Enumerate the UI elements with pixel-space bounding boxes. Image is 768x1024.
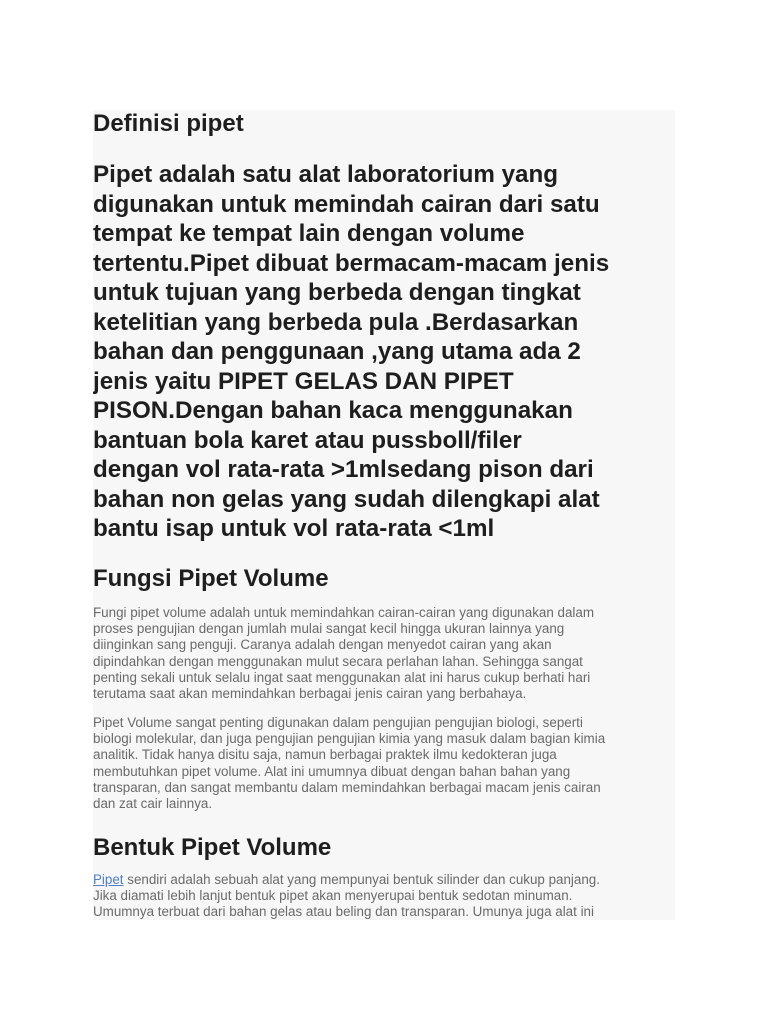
paragraph-line: membutuhkan pipet volume. Alat ini umumnya dibuat dengan bahan bahan yang bbox=[93, 763, 571, 779]
definisi-line: jenis yaitu PIPET GELAS DAN PIPET bbox=[93, 367, 514, 395]
definisi-line: tempat ke tempat lain dengan volume bbox=[93, 220, 525, 247]
pipet-link[interactable]: Pipet bbox=[93, 872, 124, 887]
fungsi-heading: Fungsi Pipet Volume bbox=[93, 565, 329, 592]
definisi-line: ketelitian yang berbeda pula .Berdasarkan bbox=[93, 308, 579, 336]
definisi-line: bahan non gelas yang sudah dilengkapi alat bbox=[93, 485, 600, 513]
fungsi-paragraph-1 bbox=[93, 605, 675, 702]
paragraph-line: diinginkan sang penguji. Caranya adalah dengan menyedot cairan yang akan bbox=[93, 637, 552, 653]
definisi-line: bantu isap untuk vol rata-rata <1ml bbox=[93, 515, 495, 542]
definisi-line: digunakan untuk memindah cairan dari satu bbox=[93, 190, 600, 218]
fungsi-paragraph-2 bbox=[93, 715, 675, 812]
definisi-line: bantuan bola karet atau pussboll/filer bbox=[93, 426, 522, 454]
paragraph-line: penting sekali untuk selalu ingat saat menggunakan alat ini harus cukup berhati hari bbox=[93, 669, 591, 685]
paragraph-line: Pipet Volume sangat penting digunakan dalam pengujian pengujian biologi, seperti bbox=[93, 715, 583, 730]
definisi-paragraph bbox=[93, 160, 675, 544]
paragraph-line: transparan, dan sangat membantu dalam memindahkan berbagai macam jenis cairan bbox=[93, 779, 601, 795]
definisi-line: PISON.Dengan bahan kaca menggunakan bbox=[93, 397, 573, 424]
paragraph-line: terutama saat akan memindahkan berbagai jenis cairan yang berbahaya. bbox=[93, 686, 527, 702]
paragraph-line: Umumnya terbuat dari bahan gelas atau beling dan transparan. Umunya juga alat ini bbox=[93, 904, 594, 920]
paragraph-line: proses pengujian dengan jumlah mulai sangat kecil hingga ukuran lainnya yang bbox=[93, 621, 565, 637]
bentuk-paragraph bbox=[93, 872, 675, 920]
paragraph-line: biologi molekular, dan juga pengujian pengujian kimia yang masuk dalam bagian kimia bbox=[93, 731, 606, 747]
definisi-line: dengan vol rata-rata >1mlsedang pison dari bbox=[93, 456, 594, 483]
definisi-heading: Definisi pipet bbox=[93, 110, 244, 137]
paragraph-line: Jika diamati lebih lanjut bentuk pipet akan menyerupai bentuk sedotan minuman. bbox=[93, 888, 573, 904]
paragraph-line bbox=[93, 872, 675, 888]
paragraph-line: Fungi pipet volume adalah untuk memindahkan cairan-cairan yang digunakan dalam bbox=[93, 605, 594, 620]
definisi-line: tertentu.Pipet dibuat bermacam-macam jenis bbox=[93, 249, 610, 277]
paragraph-line: dan zat cair lainnya. bbox=[93, 796, 213, 812]
definisi-line: Pipet adalah satu alat laboratorium yang bbox=[93, 161, 559, 188]
definisi-line: bahan dan penggunaan ,yang utama ada 2 bbox=[93, 338, 581, 365]
content-panel bbox=[93, 110, 675, 920]
paragraph-line-text: sendiri adalah sebuah alat yang mempunyai bentuk silinder dan cukup panjang. bbox=[123, 872, 600, 887]
paragraph-line: dipindahkan dengan menggunakan mulut secara perlahan lahan. Sehingga sangat bbox=[93, 653, 583, 669]
bentuk-heading: Bentuk Pipet Volume bbox=[93, 834, 332, 861]
definisi-line: untuk tujuan yang berbeda dengan tingkat bbox=[93, 279, 581, 306]
paragraph-line: analitik. Tidak hanya disitu saja, namun berbagai praktek ilmu kedokteran juga bbox=[93, 747, 557, 763]
